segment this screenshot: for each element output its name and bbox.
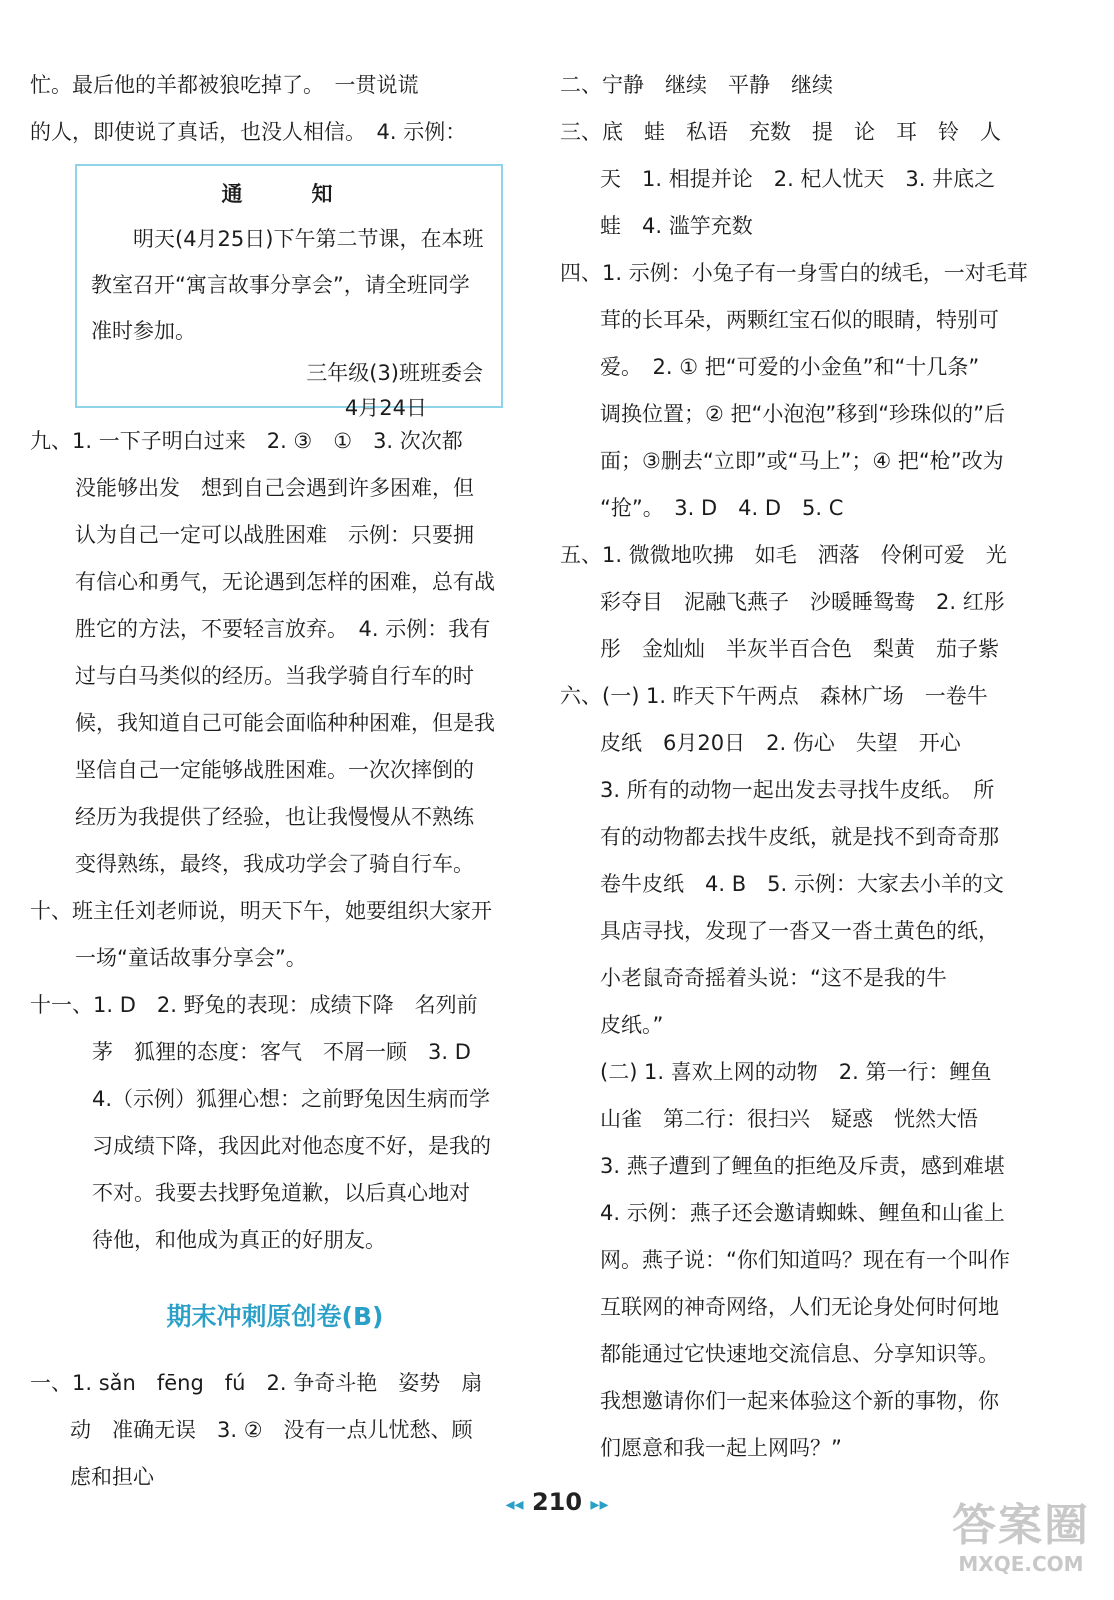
section-title: 期末冲刺原创卷(B) [166,1302,384,1331]
text-line: 一、1. sǎn fēng fú 2. 争奇斗艳 姿势 扇 [30,1371,483,1395]
text-line: 虑和担心 [70,1465,154,1489]
watermark-url: MXQE.COM [958,1552,1084,1576]
text-line: 忙。最后他的羊都被狼吃掉了。 一贯说谎 [30,73,419,97]
text-line: 爱。 2. ① 把“可爱的小金鱼”和“十几条” [600,355,980,379]
left-column [30,62,520,1501]
notice-signature: 三年级(3)班班委会 [306,361,483,385]
text-line: 一场“童话故事分享会”。 [75,946,307,970]
text-line: 彩夺目 泥融飞燕子 沙暖睡鸳鸯 2. 红彤 [600,590,1005,614]
text-line: 蛙 4. 滥竽充数 [600,214,753,238]
text-line: 有信心和勇气，无论遇到怎样的困难，总有战 [75,570,495,594]
text-line: 胜它的方法，不要轻言放弃。 4. 示例：我有 [75,617,491,641]
text-line: 山雀 第二行：很扫兴 疑惑 恍然大悟 [600,1107,978,1131]
next-arrows-icon: ▸▸ [590,1494,609,1515]
watermark-text: 答案圈 [952,1500,1090,1551]
prev-arrows-icon: ◂◂ [505,1494,524,1515]
text-line: 没能够出发 想到自己会遇到许多困难，但 [75,476,474,500]
text-line: 习成绩下降，我因此对他态度不好，是我的 [92,1134,491,1158]
text-line: 调换位置；② 把“小泡泡”移到“珍珠似的”后 [600,402,1006,426]
text-line: 茸的长耳朵，两颗红宝石似的眼睛，特别可 [600,308,999,332]
text-line: 有的动物都去找牛皮纸，就是找不到奇奇那 [600,825,999,849]
text-line: 茅 狐狸的态度：客气 不屑一顾 3. D [92,1040,471,1064]
text-line: 不对。我要去找野兔道歉，以后真心地对 [92,1181,470,1205]
text-line: 坚信自己一定能够战胜困难。一次次摔倒的 [75,758,474,782]
text-line: 们愿意和我一起上网吗？” [600,1436,842,1460]
text-line: 候，我知道自己可能会面临种种困难，但是我 [75,711,495,735]
right-column [560,62,1060,1472]
text-line: (二) 1. 喜欢上网的动物 2. 第一行：鲤鱼 [600,1060,992,1084]
text-line: 天 1. 相提并论 2. 杞人忧天 3. 井底之 [600,167,996,191]
text-line: 九、1. 一下子明白过来 2. ③ ① 3. 次次都 [30,429,463,453]
text-line: 4.（示例）狐狸心想：之前野兔因生病而学 [92,1087,491,1111]
text-line: 卷牛皮纸 4. B 5. 示例：大家去小羊的文 [600,872,1004,896]
text-line: 动 准确无误 3. ② 没有一点儿忧愁、顾 [70,1418,473,1442]
text-line: 十一、1. D 2. 野兔的表现：成绩下降 名列前 [30,993,478,1017]
text-line: 待他，和他成为真正的好朋友。 [92,1228,386,1252]
text-line: 皮纸 6月20日 2. 伤心 失望 开心 [600,731,961,755]
text-line: 网。燕子说：“你们知道吗？现在有一个叫作 [600,1248,1010,1272]
text-line: 认为自己一定可以战胜困难 示例：只要拥 [75,523,474,547]
text-line: 十、班主任刘老师说，明天下午，她要组织大家开 [30,899,492,923]
text-line: 具店寻找，发现了一沓又一沓土黄色的纸， [600,919,999,943]
text-line: 变得熟练，最终，我成功学会了骑自行车。 [75,852,474,876]
text-line: 三、底 蛙 私语 充数 提 论 耳 铃 人 [560,120,1001,144]
text-line: 都能通过它快速地交流信息、分享知识等。 [600,1342,999,1366]
text-line: 4. 示例：燕子还会邀请蜘蛛、鲤鱼和山雀上 [600,1201,1005,1225]
text-line: “抢”。 3. D 4. D 5. C [600,496,844,520]
text-line: 经历为我提供了经验，也让我慢慢从不熟练 [75,805,474,829]
notice-date: 4月24日 [344,396,427,420]
text-line: 六、(一) 1. 昨天下午两点 森林广场 一卷牛 [560,684,988,708]
text-line: 二、宁静 继续 平静 继续 [560,73,833,97]
text-line: 彤 金灿灿 半灰半百合色 梨黄 茄子紫 [600,637,999,661]
text-line: 小老鼠奇奇摇着头说：“这不是我的牛 [600,966,947,990]
text-line: 互联网的神奇网络，人们无论身处何时何地 [600,1295,999,1319]
page-number: 210 [531,1488,583,1516]
notice-body: 明天(4月25日)下午第二节课，在本班教室召开“寓言故事分享会”，请全班同学准时参加。 [91,227,484,343]
text-line: 皮纸。” [600,1013,664,1037]
text-line: 四、1. 示例：小兔子有一身雪白的绒毛，一对毛茸 [560,261,1028,285]
text-line: 我想邀请你们一起来体验这个新的事物，你 [600,1389,999,1413]
text-line: 过与白马类似的经历。当我学骑自行车的时 [75,664,474,688]
watermark-logo [946,1502,1096,1582]
text-line: 3. 所有的动物一起出发去寻找牛皮纸。 所 [600,778,995,802]
text-line: 面；③删去“立即”或“马上”；④ 把“枪”改为 [600,449,1004,473]
text-line: 的人，即使说了真话，也没人相信。 4. 示例： [30,120,467,144]
text-line: 3. 燕子遭到了鲤鱼的拒绝及斥责，感到难堪 [600,1154,1005,1178]
notice-title: 通 知 [221,182,357,206]
text-line: 五、1. 微微地吹拂 如毛 洒落 伶俐可爱 光 [560,543,1007,567]
notice-box [75,164,503,420]
